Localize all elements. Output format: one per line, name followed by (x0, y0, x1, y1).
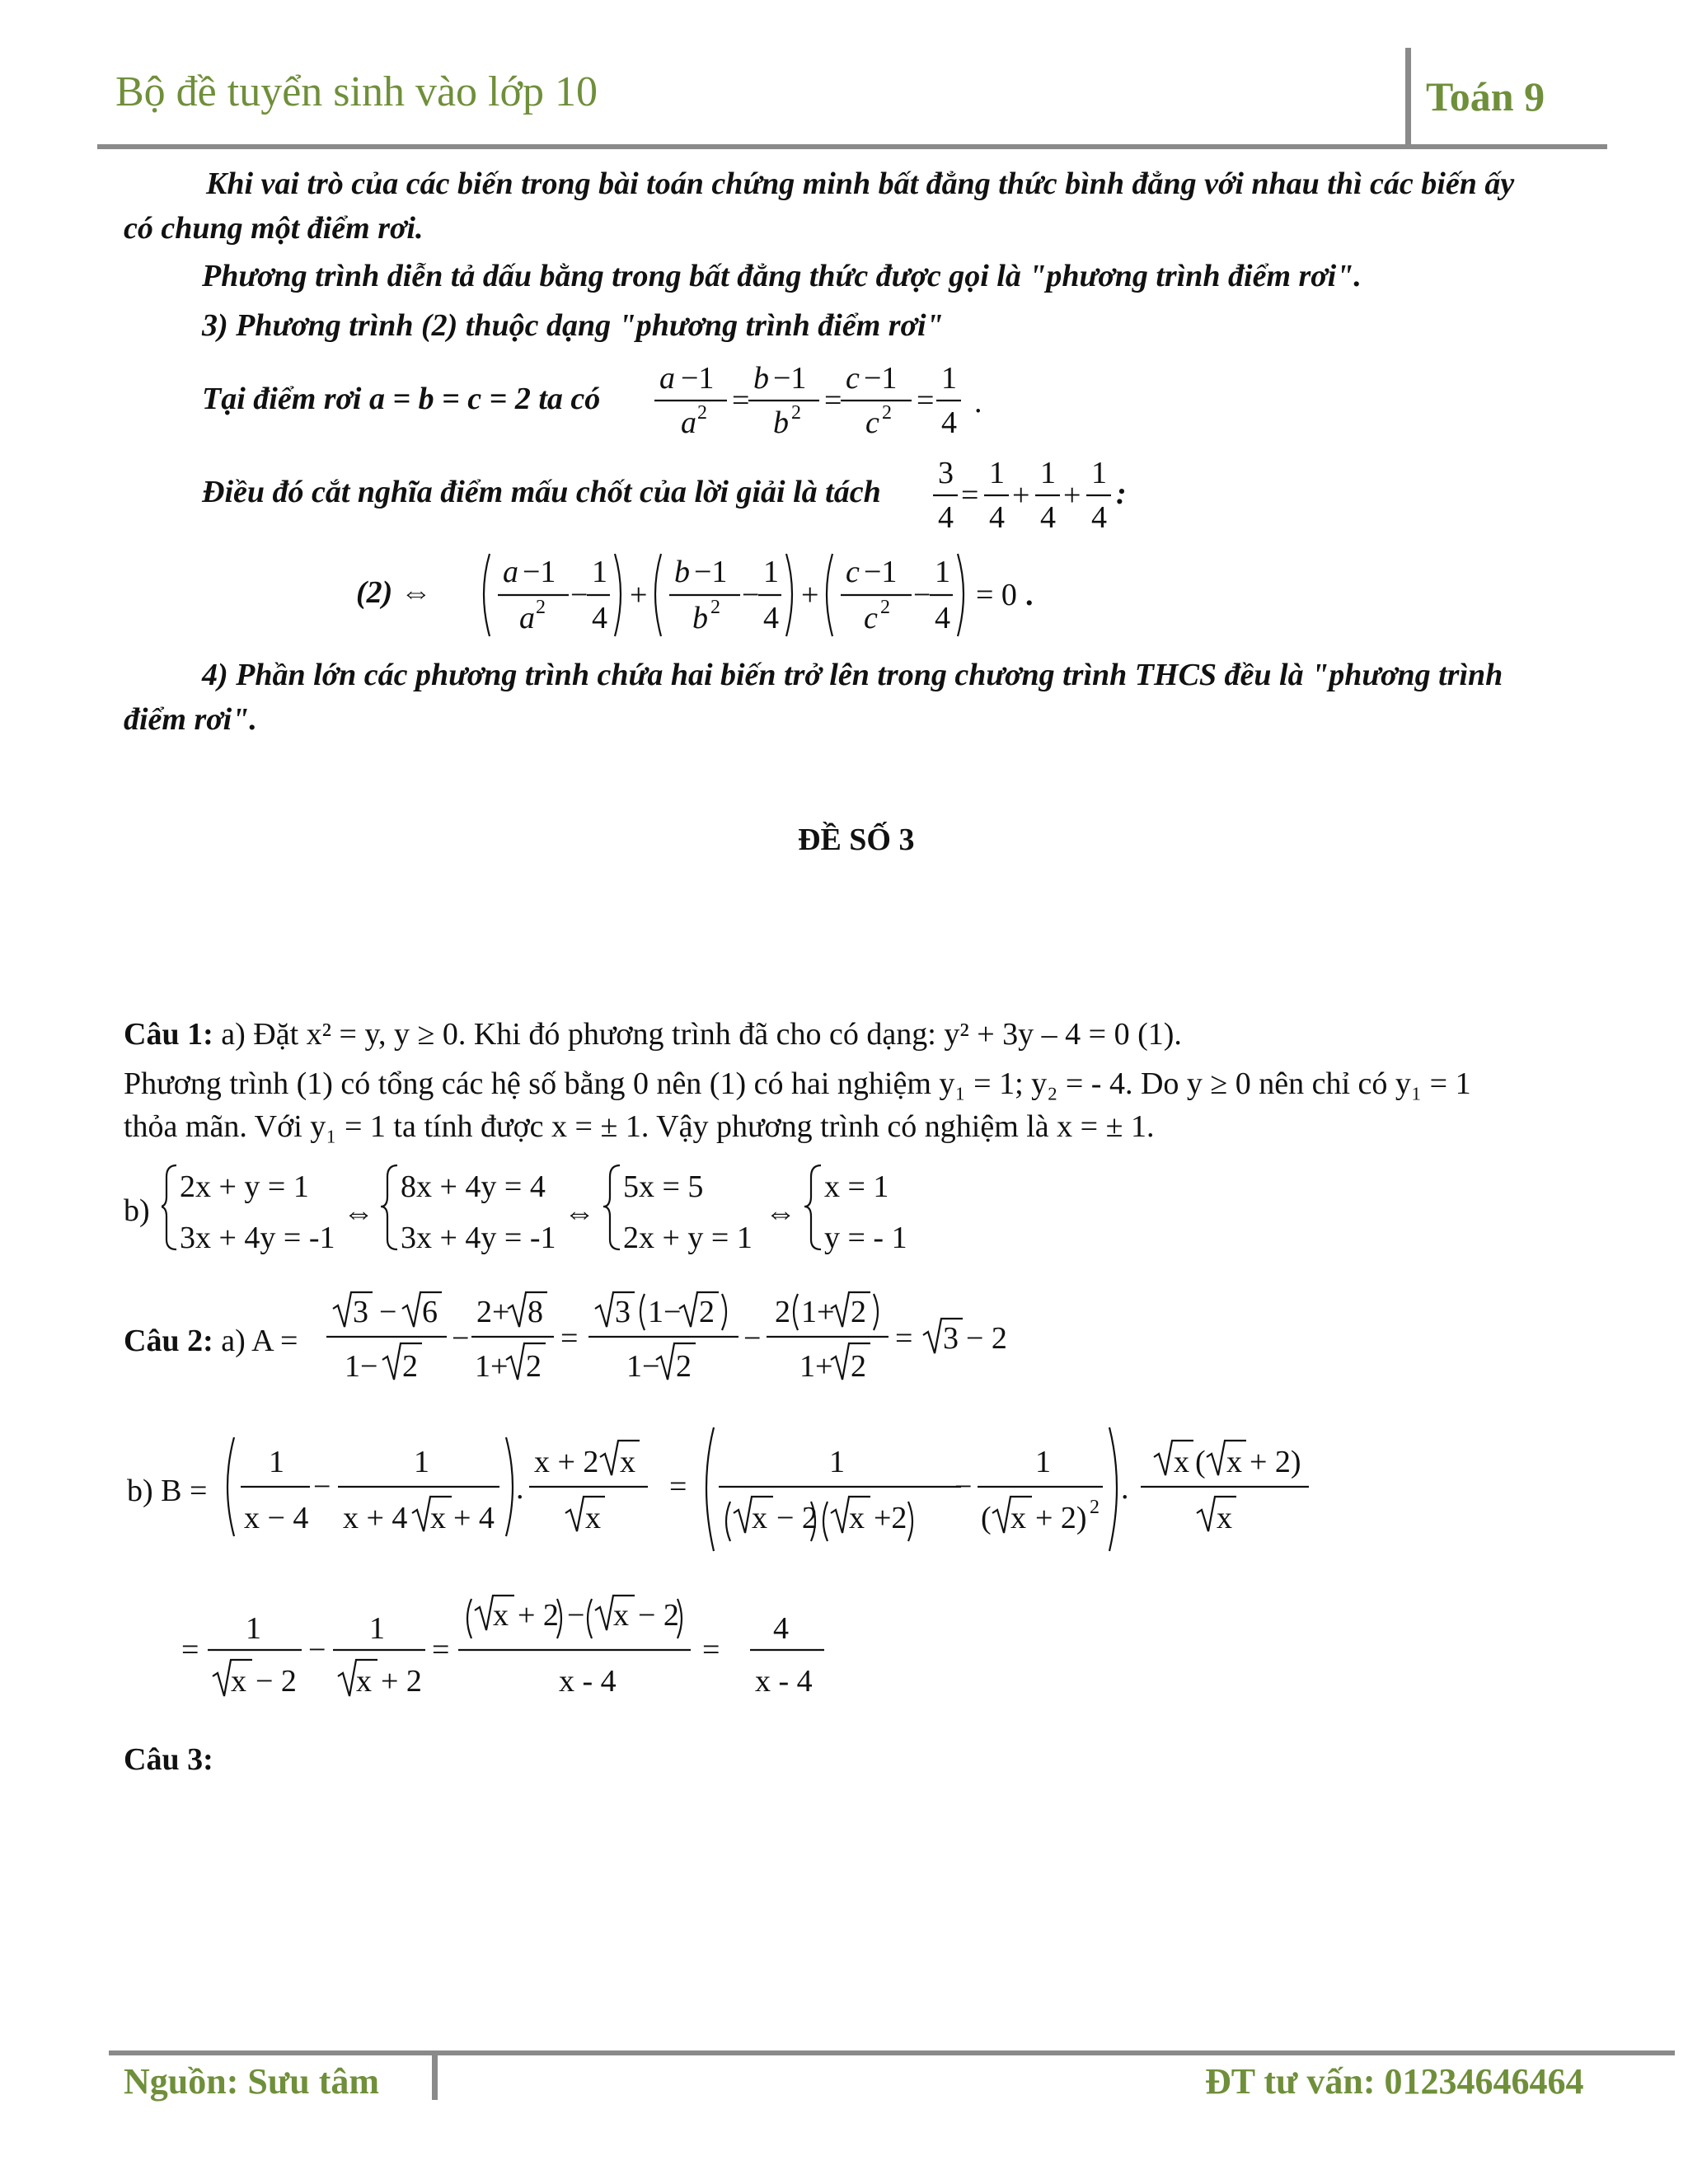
cau1-line-2: Phương trình (1) có tổng các hệ số bằng 0 nên (1) có hai nghiệm y₁ = 1; y₂ = - 4. Do y ≥ 0 nên chỉ có y₁ = 1 (124, 1066, 1471, 1101)
svg-text:4: 4 (941, 405, 957, 440)
svg-text:4: 4 (989, 500, 1005, 535)
svg-text:− 2: − 2 (638, 1598, 679, 1633)
svg-text:+ 2): + 2) (1035, 1501, 1087, 1535)
svg-text:a: a (659, 361, 675, 396)
svg-text:x: x (1174, 1445, 1189, 1479)
svg-text:x: x (430, 1501, 446, 1535)
svg-text:1−: 1− (345, 1349, 378, 1384)
cau2-b-result (173, 1591, 849, 1714)
split-formula (930, 449, 1144, 540)
svg-text:1: 1 (989, 456, 1005, 490)
svg-text:1: 1 (763, 555, 779, 589)
svg-text:x: x (493, 1598, 509, 1633)
svg-text:3: 3 (938, 456, 954, 490)
svg-text:x: x (1226, 1445, 1242, 1479)
svg-text:=: = (895, 1321, 913, 1356)
svg-text:4: 4 (763, 601, 779, 635)
svg-text:b: b (753, 361, 769, 396)
svg-text:⇔: ⇔ (343, 1196, 374, 1230)
intro-line-5: Tại điểm rơi a = b = c = 2 ta có (202, 382, 601, 416)
svg-text:x: x (613, 1598, 629, 1633)
svg-text:c: c (846, 555, 860, 589)
svg-text:−: − (913, 578, 931, 612)
svg-text:4: 4 (1091, 500, 1107, 535)
svg-text:(: ( (981, 1501, 992, 1535)
intro-line-3: Phương trình diễn tả dấu bằng trong bất đẳng thức được gọi là "phương trình điểm rơi". (202, 259, 1362, 293)
svg-text:=: = (961, 478, 979, 513)
equal-fractions-formula (651, 354, 997, 445)
footer-divider (432, 2055, 438, 2100)
svg-text:x: x (1217, 1501, 1232, 1535)
svg-text:1: 1 (369, 1611, 385, 1646)
svg-text:⇔: ⇔ (564, 1196, 595, 1230)
svg-text:x + 4: x + 4 (343, 1501, 408, 1535)
svg-text:+ 2): + 2) (1250, 1445, 1301, 1479)
svg-text:1: 1 (1091, 456, 1107, 490)
svg-text:2: 2 (699, 1295, 715, 1329)
svg-text:−: − (379, 1295, 397, 1329)
svg-text:2: 2 (882, 402, 892, 424)
cau1-b-label: b) (124, 1193, 150, 1228)
intro-line-1: Khi vai trò của các biến trong bài toán chứng minh bất đẳng thức bình đẳng với nhau thì các biến ấy (206, 166, 1515, 201)
footer-rule (109, 2050, 1675, 2055)
svg-text:=: = (702, 1633, 720, 1667)
svg-text:+ 2: + 2 (381, 1664, 422, 1699)
svg-text:3x + 4y = -1: 3x + 4y = -1 (180, 1221, 335, 1255)
svg-text:−1: −1 (864, 361, 898, 396)
svg-text:2: 2 (526, 1349, 542, 1384)
svg-text:2: 2 (697, 402, 707, 424)
svg-text:4: 4 (773, 1611, 789, 1646)
svg-text:− 2: − 2 (256, 1664, 297, 1699)
svg-text:2x + y = 1: 2x + y = 1 (623, 1221, 753, 1255)
svg-text:1: 1 (414, 1445, 429, 1479)
svg-text::: : (1116, 476, 1127, 511)
svg-text:1: 1 (1035, 1445, 1051, 1479)
cau1-part-a (124, 1017, 1182, 1053)
svg-text:+: + (1063, 478, 1081, 513)
svg-text:8: 8 (528, 1295, 543, 1329)
svg-text:−1: −1 (523, 555, 556, 589)
svg-text:x = 1: x = 1 (824, 1169, 889, 1204)
svg-text:(: ( (1195, 1445, 1206, 1479)
svg-text:+ 4: + 4 (453, 1501, 495, 1535)
svg-text:+ 2: + 2 (518, 1598, 559, 1633)
svg-text:2: 2 (536, 597, 546, 618)
svg-text:x: x (849, 1501, 865, 1535)
svg-text:a: a (681, 405, 696, 440)
cau3-label (124, 1742, 213, 1779)
svg-text:+: + (630, 578, 648, 612)
svg-text:1+: 1+ (475, 1349, 509, 1384)
svg-text:x − 4: x − 4 (244, 1501, 309, 1535)
svg-text:+: + (1012, 478, 1030, 513)
svg-text:= 0: = 0 (976, 578, 1017, 612)
cau2-a-formula (321, 1284, 1047, 1391)
section-title: ĐỀ SỐ 3 (798, 823, 915, 857)
header-divider (1405, 48, 1411, 147)
svg-text:1+: 1+ (799, 1349, 833, 1384)
intro-line-8: 4) Phần lớn các phương trình chứa hai biến trở lên trong chương trình THCS đều là "phương trình (202, 658, 1503, 692)
svg-text:=: = (732, 383, 750, 418)
footer-phone: ĐT tư vấn: 01234646464 (1205, 2061, 1584, 2102)
svg-text:=: = (560, 1321, 579, 1356)
svg-text:.: . (1121, 1471, 1129, 1506)
svg-text:x - 4: x - 4 (755, 1664, 813, 1699)
svg-text:x: x (231, 1664, 246, 1699)
svg-text:2: 2 (710, 597, 720, 618)
cau1-a-text: a) Đặt x² = y, y ≥ 0. Khi đó phương trình đã cho có dạng: y² + 3y – 4 = 0 (1). (221, 1017, 1182, 1052)
svg-text:x: x (752, 1501, 767, 1535)
intro-line-9: điểm rơi". (124, 702, 257, 737)
cau2-part-a (124, 1324, 298, 1360)
cau1-line-3: thỏa mãn. Với y₁ = 1 ta tính được x = ± 1. Vậy phương trình có nghiệm là x = ± 1. (124, 1109, 1155, 1144)
svg-text:=: = (824, 383, 842, 418)
svg-text:4: 4 (938, 500, 954, 535)
svg-text:2x + y = 1: 2x + y = 1 (180, 1169, 309, 1204)
svg-text:b: b (674, 555, 690, 589)
svg-text:b: b (773, 405, 789, 440)
svg-text:4: 4 (592, 601, 607, 635)
svg-text:=: = (917, 383, 935, 418)
cau2-label: Câu 2: (124, 1324, 213, 1358)
svg-text:=: = (669, 1469, 687, 1504)
intro-line-4: 3) Phương trình (2) thuộc dạng "phương trình điểm rơi" (202, 308, 944, 343)
svg-text:−: − (313, 1469, 331, 1504)
svg-text:4: 4 (935, 601, 950, 635)
svg-text:1−: 1− (626, 1349, 660, 1384)
cau2-b-formula (219, 1421, 1324, 1561)
svg-text:y = - 1: y = - 1 (824, 1221, 907, 1255)
svg-text:5x = 5: 5x = 5 (623, 1169, 704, 1204)
svg-text:4: 4 (1040, 500, 1056, 535)
svg-text:1: 1 (829, 1445, 845, 1479)
svg-text:x + 2: x + 2 (534, 1445, 599, 1479)
svg-text:2: 2 (676, 1349, 692, 1384)
svg-text:+2: +2 (874, 1501, 907, 1535)
svg-text:2: 2 (851, 1349, 866, 1384)
svg-text:1+: 1+ (801, 1295, 835, 1329)
svg-text:8x + 4y = 4: 8x + 4y = 4 (401, 1169, 546, 1204)
svg-text:1: 1 (246, 1611, 261, 1646)
intro-line-7: (2) ⇔ (356, 575, 432, 610)
svg-text:.: . (974, 385, 982, 419)
svg-text:6: 6 (422, 1295, 438, 1329)
svg-text:1: 1 (592, 555, 607, 589)
svg-text:c: c (864, 601, 878, 635)
cau3-label-text: Câu 3: (124, 1742, 213, 1777)
svg-text:=: = (432, 1633, 450, 1667)
header-subject: Toán 9 (1426, 73, 1545, 120)
svg-text:x: x (620, 1445, 635, 1479)
svg-text:−: − (567, 1598, 585, 1633)
svg-text:−1: −1 (773, 361, 807, 396)
svg-text:2: 2 (402, 1349, 418, 1384)
svg-text:−1: −1 (694, 555, 728, 589)
svg-text:.: . (516, 1471, 524, 1506)
svg-text:2: 2 (1090, 1497, 1100, 1518)
svg-text:−: − (742, 578, 760, 612)
svg-text:2: 2 (775, 1295, 790, 1329)
equation-2-transformed (478, 544, 1055, 647)
svg-text:3x + 4y = -1: 3x + 4y = -1 (401, 1221, 556, 1255)
svg-text:x: x (585, 1501, 601, 1535)
svg-text:a: a (503, 555, 518, 589)
svg-text:1: 1 (1040, 456, 1056, 490)
svg-text:a: a (519, 601, 535, 635)
svg-text:x - 4: x - 4 (559, 1664, 617, 1699)
svg-text:−: − (743, 1321, 762, 1356)
header-rule (97, 144, 1607, 149)
svg-text:1−: 1− (648, 1295, 682, 1329)
svg-text:−: − (452, 1321, 470, 1356)
svg-text:1: 1 (269, 1445, 284, 1479)
svg-text:1: 1 (941, 361, 957, 396)
svg-text:⇔: ⇔ (765, 1196, 796, 1230)
footer-source: Nguồn: Sưu tâm (124, 2061, 380, 2102)
header-title: Bộ đề tuyển sinh vào lớp 10 (115, 68, 598, 115)
svg-text:− 2: − 2 (776, 1501, 818, 1535)
svg-text:−: − (570, 578, 588, 612)
svg-text:c: c (846, 361, 860, 396)
svg-text:.: . (1025, 578, 1034, 612)
svg-text:2: 2 (880, 597, 890, 618)
svg-text:−1: −1 (681, 361, 715, 396)
svg-text:3: 3 (615, 1295, 631, 1329)
svg-text:2: 2 (851, 1295, 866, 1329)
svg-text:b: b (692, 601, 708, 635)
svg-text:3: 3 (943, 1321, 959, 1356)
svg-text:2+: 2+ (476, 1295, 510, 1329)
cau2-a-text: a) A = (221, 1324, 298, 1358)
cau1-label: Câu 1: (124, 1017, 213, 1052)
svg-text:=: = (181, 1633, 199, 1667)
intro-line-6: Điều đó cắt nghĩa điểm mấu chốt của lời giải là tách (202, 475, 881, 509)
svg-text:−: − (308, 1633, 326, 1667)
svg-text:c: c (865, 405, 879, 440)
svg-text:x: x (356, 1664, 372, 1699)
svg-text:−1: −1 (864, 555, 898, 589)
svg-text:+: + (801, 578, 819, 612)
intro-line-2: có chung một điểm rơi. (124, 211, 424, 246)
svg-text:− 2: − 2 (966, 1321, 1007, 1356)
svg-text:1: 1 (935, 555, 950, 589)
svg-text:2: 2 (791, 402, 801, 424)
cau1-system-equations (162, 1154, 986, 1261)
svg-text:3: 3 (353, 1295, 368, 1329)
cau2-b-text: b) B = (127, 1474, 208, 1508)
svg-text:x: x (1010, 1501, 1026, 1535)
svg-text:−: − (954, 1469, 973, 1504)
